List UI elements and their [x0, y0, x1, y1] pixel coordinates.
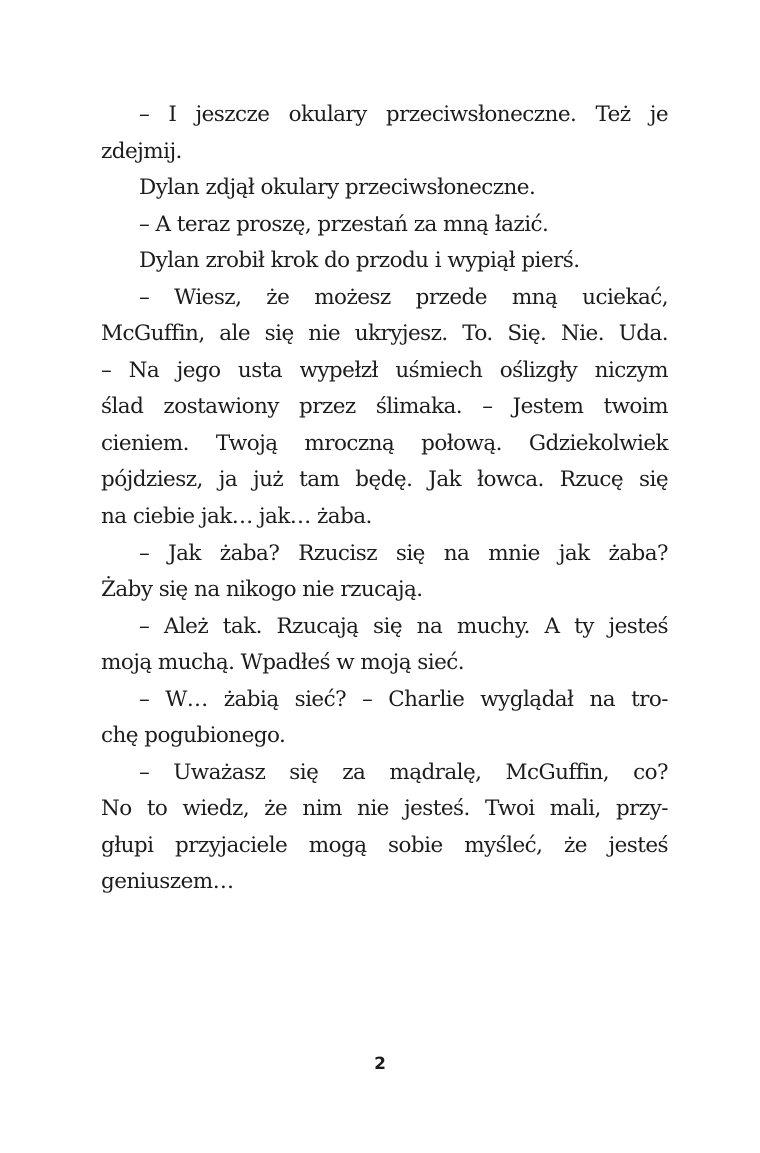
- text-line: Żaby się na nikogo nie rzucają.: [101, 577, 423, 603]
- text-line: – W… żabią sieć? – Charlie wyglądał na tro-: [139, 686, 668, 712]
- text-line: – A teraz proszę, przestań za mną łazić.: [139, 211, 549, 237]
- text-line: Dylan zrobił krok do przodu i wypiął pierś.: [139, 248, 580, 274]
- text-line: – Jak żaba? Rzucisz się na mnie jak żaba?: [139, 540, 668, 566]
- text-line: geniuszem…: [101, 869, 234, 895]
- page-body-text: [101, 97, 668, 901]
- text-line: pójdziesz, ja już tam będę. Jak łowca. Rzucę się: [101, 467, 668, 493]
- text-line: No to wiedz, że nim nie jesteś. Twoi mali, przy-: [101, 796, 668, 822]
- text-line: – I jeszcze okulary przeciwsłoneczne. Też je: [139, 102, 668, 127]
- text-line: – Wiesz, że możesz przede mną uciekać,: [139, 284, 668, 310]
- text-line: moją muchą. Wpadłeś w moją sieć.: [101, 650, 465, 676]
- page-number: 2: [374, 1054, 386, 1074]
- text-line: McGuffin, ale się nie ukryjesz. To. Się. Nie. Uda.: [101, 321, 668, 347]
- text-line: – Uważasz się za mądralę, McGuffin, co?: [139, 759, 668, 785]
- text-line: chę pogubionego.: [101, 723, 286, 749]
- text-line: cieniem. Twoją mroczną połową. Gdziekolwiek: [101, 430, 668, 456]
- text-line: głupi przyjaciele mogą sobie myśleć, że jesteś: [101, 832, 668, 858]
- text-line: na ciebie jak… jak… żaba.: [101, 504, 372, 530]
- text-line: ślad zostawiony przez ślimaka. – Jestem twoim: [101, 394, 668, 420]
- text-line: Dylan zdjął okulary przeciwsłoneczne.: [139, 175, 536, 201]
- text-line: zdejmij.: [101, 138, 182, 164]
- text-line: – Ależ tak. Rzucają się na muchy. A ty jesteś: [139, 613, 668, 639]
- text-line: – Na jego usta wypełzł uśmiech oślizgły niczym: [101, 357, 668, 383]
